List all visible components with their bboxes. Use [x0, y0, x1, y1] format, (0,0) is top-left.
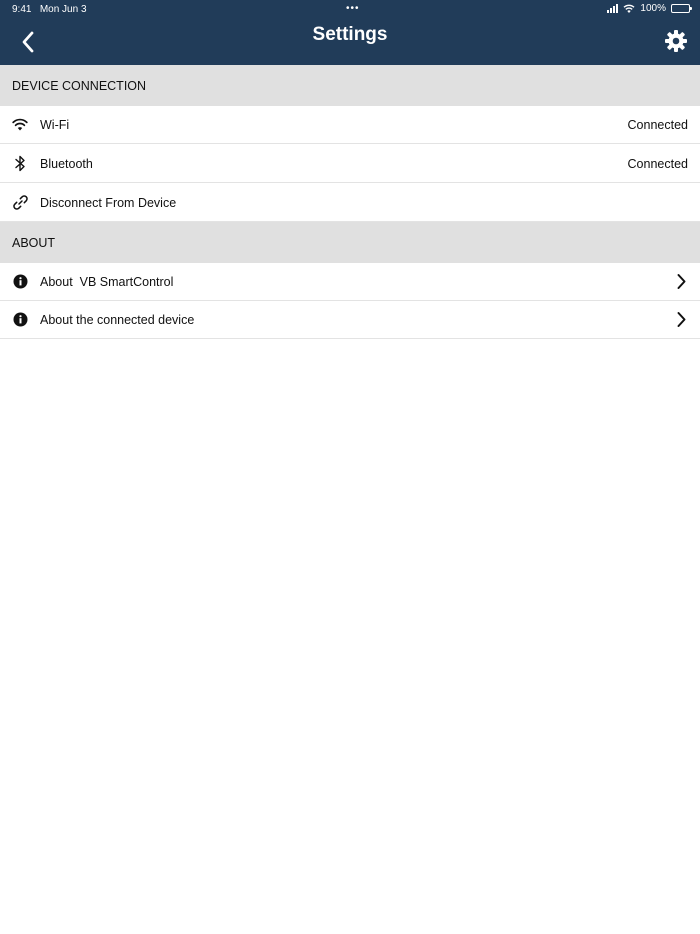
- bluetooth-label: Bluetooth: [40, 156, 93, 171]
- bluetooth-row[interactable]: [0, 145, 700, 183]
- status-bar: [0, 0, 700, 18]
- battery-percentage: 100%: [640, 3, 666, 14]
- about-app-row[interactable]: [0, 263, 700, 301]
- status-time-value: 9:41: [12, 4, 32, 15]
- wifi-row[interactable]: [0, 106, 700, 144]
- about-device-label: About the connected device: [40, 312, 195, 327]
- status-indicators: [607, 3, 690, 14]
- battery-icon: [671, 4, 690, 13]
- status-time: [12, 4, 87, 15]
- chevron-right-icon: [674, 311, 688, 329]
- status-wifi-icon: [623, 4, 635, 13]
- settings-button[interactable]: [662, 27, 690, 55]
- info-icon: [11, 273, 29, 291]
- disconnect-label: Disconnect From Device: [40, 195, 177, 210]
- about-app-label: About VB SmartControl: [40, 274, 174, 289]
- bluetooth-status: Connected: [627, 156, 688, 171]
- multitask-dots[interactable]: •••: [346, 3, 360, 14]
- app-header: [0, 0, 700, 65]
- chevron-right-icon: [674, 273, 688, 291]
- wifi-label: Wi-Fi: [40, 117, 70, 132]
- bluetooth-icon: [11, 155, 29, 173]
- about-device-row[interactable]: [0, 301, 700, 339]
- link-icon: [11, 194, 29, 212]
- wifi-icon: [11, 116, 29, 134]
- cellular-signal-icon: [607, 4, 618, 13]
- wifi-status: Connected: [627, 117, 688, 132]
- gear-icon: [664, 29, 688, 53]
- info-icon: [11, 311, 29, 329]
- section-header-about: ABOUT: [0, 222, 700, 263]
- section-header-device-connection: DEVICE CONNECTION: [0, 65, 700, 106]
- disconnect-row[interactable]: [0, 184, 700, 222]
- status-date: Mon Jun 3: [39, 4, 87, 15]
- page-title: Settings: [312, 24, 388, 45]
